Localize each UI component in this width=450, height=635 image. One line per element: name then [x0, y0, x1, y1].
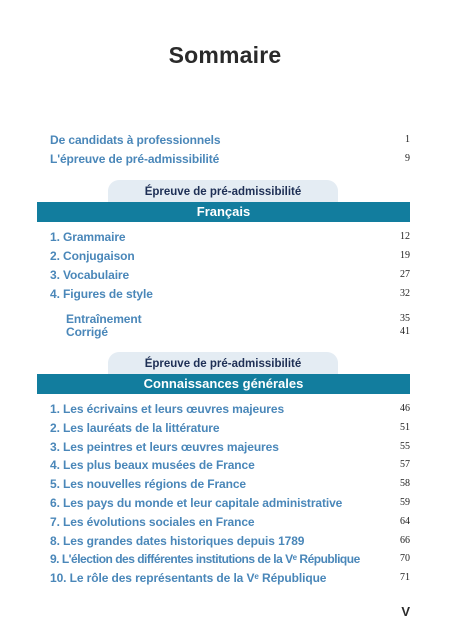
- toc-entry-label: L'épreuve de pré-admissibilité: [50, 152, 220, 166]
- toc-entry[interactable]: [50, 515, 410, 531]
- toc-entry[interactable]: [50, 571, 410, 587]
- toc-entry[interactable]: [50, 268, 410, 284]
- toc-entry[interactable]: [50, 534, 410, 550]
- toc-entry-label: 1. Grammaire: [50, 230, 126, 244]
- toc-entry-label: 3. Vocabulaire: [50, 268, 130, 282]
- section-band: Français: [37, 202, 410, 222]
- toc-entry[interactable]: [50, 249, 410, 265]
- toc-entry-page: 9: [405, 153, 410, 164]
- toc-entry[interactable]: [50, 440, 410, 456]
- toc-entry[interactable]: [50, 230, 410, 246]
- toc-entry-label: 10. Le rôle des représentants de la Vᵉ République: [50, 571, 327, 585]
- toc-entry[interactable]: [50, 152, 410, 168]
- toc-entry-label: Entraînement: [66, 312, 142, 326]
- toc-entry[interactable]: [50, 458, 410, 474]
- toc-entry-page: 32: [400, 288, 410, 299]
- toc-entry[interactable]: [50, 325, 410, 341]
- page-number: V: [401, 604, 410, 619]
- toc-entry-page: 19: [400, 250, 410, 261]
- toc-entry-page: 64: [400, 516, 410, 527]
- page-title: Sommaire: [168, 42, 282, 68]
- toc-entry-label: Corrigé: [66, 325, 108, 339]
- toc-entry-label: 3. Les peintres et leurs œuvres majeures: [50, 440, 279, 454]
- toc-entry[interactable]: [50, 477, 410, 493]
- toc-entry-page: 59: [400, 497, 410, 508]
- toc-entry[interactable]: [50, 496, 410, 512]
- toc-entry-page: 66: [400, 535, 410, 546]
- toc-entry-label: 9. L'élection des différentes institutions de la Vᵉ République: [50, 552, 360, 566]
- toc-entry-page: 27: [400, 269, 410, 280]
- toc-entry-label: 2. Les lauréats de la littérature: [50, 421, 220, 435]
- section-tab: Épreuve de pré-admissibilité: [108, 180, 338, 202]
- toc-entry-label: 6. Les pays du monde et leur capitale administrative: [50, 496, 343, 510]
- toc-entry-label: De candidats à professionnels: [50, 133, 221, 147]
- toc-entry-page: 1: [405, 134, 410, 145]
- toc-entry-page: 41: [400, 326, 410, 337]
- toc-entry-label: 2. Conjugaison: [50, 249, 135, 263]
- section-tab: Épreuve de pré-admissibilité: [108, 352, 338, 374]
- toc-entry-page: 70: [400, 553, 410, 564]
- toc-entry-label: 5. Les nouvelles régions de France: [50, 477, 247, 491]
- toc-entry-page: 35: [400, 313, 410, 324]
- toc-entry[interactable]: [50, 133, 410, 149]
- toc-entry-page: 71: [400, 572, 410, 583]
- toc-entry-label: 1. Les écrivains et leurs œuvres majeures: [50, 402, 285, 416]
- toc-entry[interactable]: [50, 287, 410, 303]
- toc-entry-page: 51: [400, 422, 410, 433]
- toc-entry[interactable]: [50, 421, 410, 437]
- toc-entry-label: 7. Les évolutions sociales en France: [50, 515, 255, 529]
- toc-entry-label: 8. Les grandes dates historiques depuis 1789: [50, 534, 305, 548]
- toc-entry[interactable]: [50, 552, 410, 568]
- toc-entry-page: 55: [400, 441, 410, 452]
- toc-entry-page: 58: [400, 478, 410, 489]
- toc-entry-page: 46: [400, 403, 410, 414]
- section-band: Connaissances générales: [37, 374, 410, 394]
- toc-entry[interactable]: [50, 402, 410, 418]
- toc-entry-page: 57: [400, 459, 410, 470]
- toc-entry-label: 4. Les plus beaux musées de France: [50, 458, 255, 472]
- toc-entry-page: 12: [400, 231, 410, 242]
- toc-entry-label: 4. Figures de style: [50, 287, 153, 301]
